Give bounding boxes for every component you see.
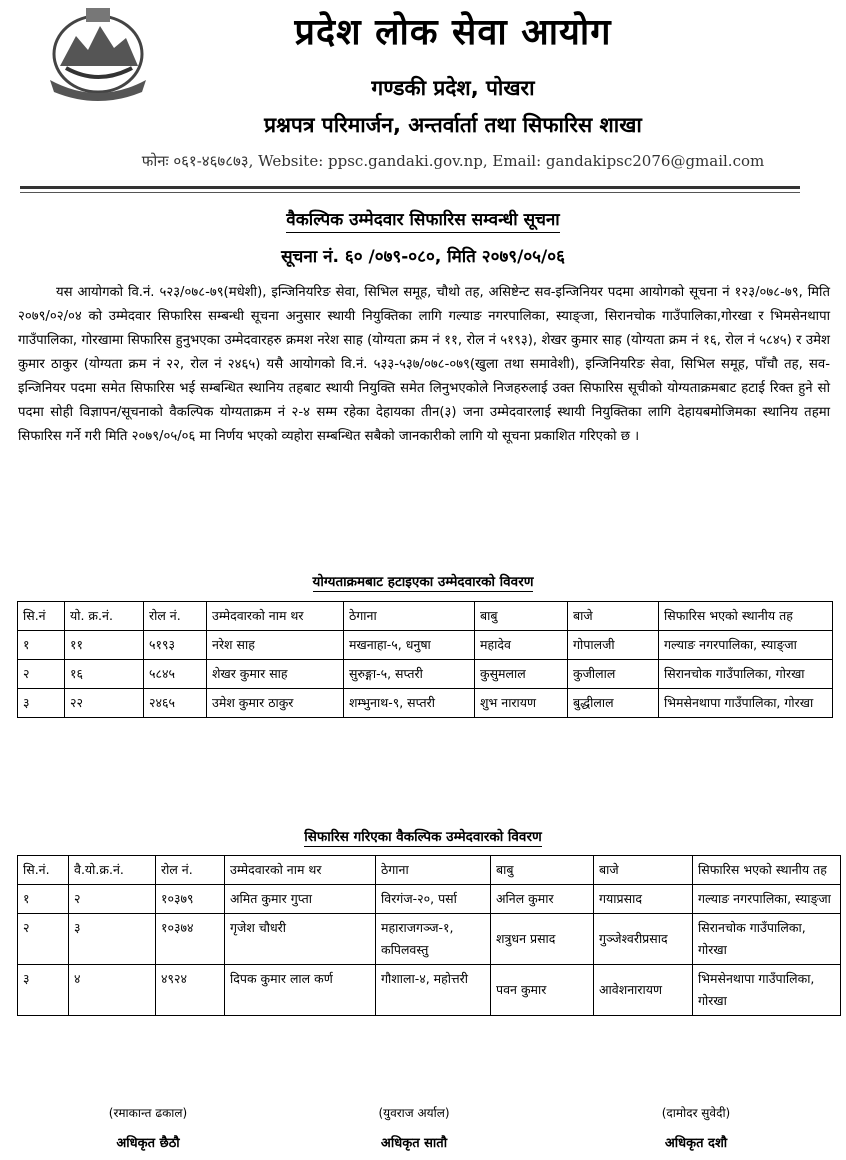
table-header-row — [18, 856, 841, 885]
table-cell: ५१९३ — [144, 631, 207, 660]
table-cell: गल्याङ नगरपालिका, स्याङ्जा — [659, 631, 833, 660]
table-header: उम्मेदवारको नाम थर — [207, 602, 344, 631]
table-header: ठेगाना — [376, 856, 491, 885]
table-cell: १ — [18, 631, 65, 660]
table-row — [18, 631, 833, 660]
table-cell: ४ — [69, 965, 156, 1016]
table-cell: गृजेश चौधरी — [225, 914, 376, 965]
table-header: बाबु — [475, 602, 568, 631]
table-row — [18, 965, 841, 1016]
table-cell: १०३७९ — [156, 885, 225, 914]
recommended-section-title: सिफारिस गरिएका वैकल्पिक उम्मेदवारको विवरण — [304, 829, 542, 845]
table-cell: ५८४५ — [144, 660, 207, 689]
table-cell: विरगंज-२०, पर्सा — [376, 885, 491, 914]
table-header: ठेगाना — [344, 602, 475, 631]
table-header: बाबु — [491, 856, 594, 885]
table-cell: ३ — [18, 689, 65, 718]
table-header: सि.नं. — [18, 856, 69, 885]
table-cell: १६ — [65, 660, 144, 689]
table-cell: २ — [18, 914, 69, 965]
table-cell: १ — [18, 885, 69, 914]
signatory-name: (युवराज अर्याल) — [378, 1106, 450, 1120]
table-cell: ११ — [65, 631, 144, 660]
table-cell: मखनाहा-५, धनुषा — [344, 631, 475, 660]
table-header: सि.नं — [18, 602, 65, 631]
organization-subtitle: गण्डकी प्रदेश, पोखरा — [371, 76, 535, 100]
table-header: बाजे — [568, 602, 659, 631]
signatory-post: अधिकृत दशौ — [664, 1136, 728, 1151]
signatory-name: (दामोदर सुवेदी) — [661, 1106, 731, 1120]
removed-candidates-table — [17, 601, 833, 718]
organization-title: प्रदेश लोक सेवा आयोग — [294, 12, 612, 53]
table-cell: गोपालजी — [568, 631, 659, 660]
table-cell: गल्याङ नगरपालिका, स्याङ्जा — [693, 885, 841, 914]
notice-number: सूचना नं. ६० /०७९-०८०, मिति २०७९/०५/०६ — [281, 247, 565, 267]
table-cell: उमेश कुमार ठाकुर — [207, 689, 344, 718]
removed-section-title: योग्यताक्रमबाट हटाइएका उम्मेदवारको विवरण — [312, 574, 534, 590]
contact-line: फोनः ०६१-४६७८७३, Website: ppsc.gandaki.gov.np, Email: gandakipsc2076@gmail.com — [141, 152, 765, 170]
header-divider-thin — [20, 192, 800, 193]
table-cell: ४९२४ — [156, 965, 225, 1016]
table-header-row — [18, 602, 833, 631]
table-cell: भिमसेनथापा गाउँपालिका, गोरखा — [693, 965, 841, 1016]
table-cell: बुद्धीलाल — [568, 689, 659, 718]
table-cell: सिरानचोक गाउँपालिका, गोरखा — [693, 914, 841, 965]
table-cell: पवन कुमार — [491, 965, 594, 1016]
table-cell: २४६५ — [144, 689, 207, 718]
signature-block — [304, 1104, 524, 1151]
table-cell: शम्भुनाथ-९, सप्तरी — [344, 689, 475, 718]
table-cell: अनिल कुमार — [491, 885, 594, 914]
table-cell: शत्रुधन प्रसाद — [491, 914, 594, 965]
table-cell: गयाप्रसाद — [594, 885, 693, 914]
table-row — [18, 885, 841, 914]
signatory-post: अधिकृत छैठौ — [116, 1136, 180, 1151]
table-cell: सिरानचोक गाउँपालिका, गोरखा — [659, 660, 833, 689]
table-header: यो. क्र.नं. — [65, 602, 144, 631]
notice-title: वैकल्पिक उम्मेदवार सिफारिस सम्वन्धी सूचना — [0, 207, 846, 230]
table-cell: कुजीलाल — [568, 660, 659, 689]
table-cell: नरेश साह — [207, 631, 344, 660]
header-divider — [20, 186, 800, 189]
signature-block — [586, 1104, 806, 1151]
table-header: सिफारिस भएको स्थानीय तह — [659, 602, 833, 631]
table-cell: महाराजगञ्ज-१, कपिलवस्तु — [376, 914, 491, 965]
table-cell: ३ — [69, 914, 156, 965]
table-cell: भिमसेनथापा गाउँपालिका, गोरखा — [659, 689, 833, 718]
table-cell: दिपक कुमार लाल कर्ण — [225, 965, 376, 1016]
table-header: वै.यो.क्र.नं. — [69, 856, 156, 885]
table-cell: २ — [18, 660, 65, 689]
table-header: बाजे — [594, 856, 693, 885]
table-cell: महादेव — [475, 631, 568, 660]
table-row — [18, 914, 841, 965]
table-row — [18, 660, 833, 689]
table-cell: आवेशनारायण — [594, 965, 693, 1016]
table-cell: ३ — [18, 965, 69, 1016]
table-cell: शेखर कुमार साह — [207, 660, 344, 689]
table-header: उम्मेदवारको नाम थर — [225, 856, 376, 885]
table-cell: सुरुङ्गा-५, सप्तरी — [344, 660, 475, 689]
table-row — [18, 689, 833, 718]
branch-name: प्रश्नपत्र परिमार्जन, अन्तर्वार्ता तथा सिफारिस शाखा — [264, 113, 642, 137]
notice-body: यस आयोगको वि.नं. ५२३/०७८-७९(मधेशी), इन्जिनियरिङ सेवा, सिभिल समूह, चौथो तह, असिष्टेन्ट सव-इन्जिनियर पदमा आयोगको सूचना नं १२३/०७८-७९, मिति २०७९/०२/०४ को उम्मेदवार सिफारिस सम्बन्धी सूचना अनुसार स्थायी नियुक्तिका लागि गल्याङ नगरपालिका, स्याङ्जा, सिरानचोक गाउँपालिका,गोरखा र भिमसेनथापा गाउँपालिका, गोरखामा सिफारिस हुनुभएका उम्मेदवारहरु क्रमश नरेश साह (योग्यता क्रम नं ११, रोल नं ५१९३), शेखर कुमार साह (योग्यता क्रम नं १६, रोल नं ५८४५) र उमेश कुमार ठाकुर (योग्यता क्रम नं २२, रोल नं २४६५) यसै आयोगको वि.नं. ५३३-५३७/०७८-०७९(खुला तथा समावेशी), इन्जिनियरिङ सेवा, सिभिल समूह, पाँचौ तह, सव- इन्जिनियर पदमा समेत सिफारिस भई सम्बन्धित स्थानिय तहबाट स्थायी नियुक्ति समेत लिनुभएकोले निजहरुलाई उक्त सिफारिस सूचीको योग्यताक्रमबाट हटाई रिक्त हुने सो पदमा सोही विज्ञापन/सूचनाको वैकल्पिक योग्यताक्रम नं २-४ सम्म रहेका देहायका तीन(३) जना उम्मेदवारलाई स्थायी नियुक्तिका लागि देहायबमोजिमका स्थानिय तहमा सिफारिस गर्ने गरी मिति २०७९/०५/०६ मा निर्णय भएको व्यहोरा सम्बन्धित सबैको जानकारीको लागि यो सूचना प्रकाशित गरिएको छ । — [18, 285, 830, 444]
table-cell: गुञ्जेश्वरीप्रसाद — [594, 914, 693, 965]
table-header: रोल नं. — [144, 602, 207, 631]
signature-block — [38, 1104, 258, 1151]
signatory-name: (रमाकान्त ढकाल) — [108, 1106, 188, 1120]
table-cell: गौशाला-४, महोत्तरी — [376, 965, 491, 1016]
table-cell: कुसुमलाल — [475, 660, 568, 689]
table-header: रोल नं. — [156, 856, 225, 885]
table-cell: २२ — [65, 689, 144, 718]
table-cell: अमित कुमार गुप्ता — [225, 885, 376, 914]
table-cell: २ — [69, 885, 156, 914]
table-cell: १०३७४ — [156, 914, 225, 965]
table-header: सिफारिस भएको स्थानीय तह — [693, 856, 841, 885]
table-cell: शुभ नारायण — [475, 689, 568, 718]
recommended-candidates-table — [17, 855, 841, 1016]
signatory-post: अधिकृत सातौ — [380, 1136, 448, 1151]
